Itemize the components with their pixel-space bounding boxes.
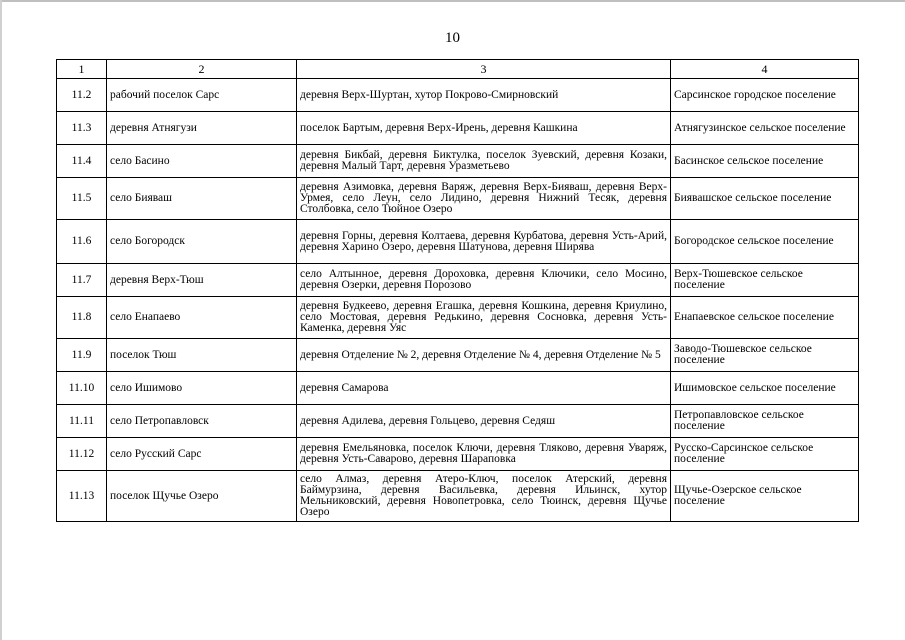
main-locality-cell: село Русский Сарс: [107, 438, 297, 471]
column-header-1: 1: [57, 60, 107, 79]
column-header-3: 3: [297, 60, 671, 79]
included-localities-cell: село Алмаз, деревня Атеро-Ключ, поселок Атерский, деревня Баймурзина, деревня Васильевка, деревня Ильинск, хутор Мельниковский, деревня Новопетровка, село Тюинск, деревня Щучье Озеро: [297, 471, 671, 522]
row-number-cell: 11.3: [57, 112, 107, 145]
included-localities-cell: село Алтынное, деревня Дороховка, деревня Ключики, село Мосино, деревня Озерки, деревня Порозово: [297, 264, 671, 297]
row-number-cell: 11.13: [57, 471, 107, 522]
row-number-cell: 11.4: [57, 145, 107, 178]
table-row: [57, 112, 859, 145]
row-number-cell: 11.6: [57, 220, 107, 264]
scan-edge-left: [0, 0, 2, 640]
main-locality-cell: село Ишимово: [107, 372, 297, 405]
main-locality-cell: поселок Тюш: [107, 339, 297, 372]
included-localities-cell: деревня Отделение № 2, деревня Отделение № 4, деревня Отделение № 5: [297, 339, 671, 372]
settlement-cell: Биявашское сельское поселение: [671, 178, 859, 220]
settlement-cell: Щучье-Озерское сельское поселение: [671, 471, 859, 522]
settlements-table: [56, 59, 859, 522]
included-localities-cell: деревня Адилева, деревня Гольцево, деревня Седяш: [297, 405, 671, 438]
page-number: 10: [445, 30, 460, 46]
table-row: [57, 405, 859, 438]
settlement-cell: Петропавловское сельское поселение: [671, 405, 859, 438]
table-row: [57, 178, 859, 220]
row-number-cell: 11.9: [57, 339, 107, 372]
included-localities-cell: деревня Будкеево, деревня Егашка, деревня Кошкина, деревня Криулино, село Мостовая, деревня Редькино, деревня Сосновка, деревня Усть-Каменка, деревня Уяс: [297, 297, 671, 339]
main-locality-cell: село Богородск: [107, 220, 297, 264]
main-locality-cell: деревня Верх-Тюш: [107, 264, 297, 297]
scan-edge-top: [0, 0, 905, 2]
main-locality-cell: деревня Атнягузи: [107, 112, 297, 145]
main-locality-cell: село Петропавловск: [107, 405, 297, 438]
main-locality-cell: село Бияваш: [107, 178, 297, 220]
settlement-cell: Заводо-Тюшевское сельское поселение: [671, 339, 859, 372]
included-localities-cell: деревня Азимовка, деревня Варяж, деревня Верх-Бияваш, деревня Верх-Урмея, село Леун, село Лидино, деревня Нижний Тесяк, деревня Столбовка, село Тюйное Озеро: [297, 178, 671, 220]
table-row: [57, 220, 859, 264]
settlement-cell: Басинское сельское поселение: [671, 145, 859, 178]
row-number-cell: 11.10: [57, 372, 107, 405]
table-row: [57, 372, 859, 405]
settlement-cell: Ишимовское сельское поселение: [671, 372, 859, 405]
main-locality-cell: рабочий поселок Сарс: [107, 79, 297, 112]
table-row: [57, 79, 859, 112]
row-number-cell: 11.11: [57, 405, 107, 438]
settlement-cell: Богородское сельское поселение: [671, 220, 859, 264]
row-number-cell: 11.7: [57, 264, 107, 297]
table-row: [57, 297, 859, 339]
row-number-cell: 11.2: [57, 79, 107, 112]
settlement-cell: Сарсинское городское поселение: [671, 79, 859, 112]
column-header-4: 4: [671, 60, 859, 79]
settlement-cell: Енапаевское сельское поселение: [671, 297, 859, 339]
included-localities-cell: деревня Верх-Шуртан, хутор Покрово-Смирновский: [297, 79, 671, 112]
main-locality-cell: поселок Щучье Озеро: [107, 471, 297, 522]
settlement-cell: Атнягузинское сельское поселение: [671, 112, 859, 145]
included-localities-cell: деревня Емельяновка, поселок Ключи, деревня Тляково, деревня Уваряж, деревня Усть-Саварово, деревня Шараповка: [297, 438, 671, 471]
column-header-2: 2: [107, 60, 297, 79]
table-header-row: [57, 60, 859, 79]
included-localities-cell: поселок Бартым, деревня Верх-Ирень, деревня Кашкина: [297, 112, 671, 145]
settlement-cell: Русско-Сарсинское сельское поселение: [671, 438, 859, 471]
included-localities-cell: деревня Бикбай, деревня Биктулка, поселок Зуевский, деревня Козаки, деревня Малый Тарт, деревня Уразметьево: [297, 145, 671, 178]
row-number-cell: 11.12: [57, 438, 107, 471]
table-row: [57, 264, 859, 297]
main-locality-cell: село Басино: [107, 145, 297, 178]
table-row: [57, 145, 859, 178]
settlement-cell: Верх-Тюшевское сельское поселение: [671, 264, 859, 297]
row-number-cell: 11.8: [57, 297, 107, 339]
table-row: [57, 471, 859, 522]
row-number-cell: 11.5: [57, 178, 107, 220]
included-localities-cell: деревня Самарова: [297, 372, 671, 405]
table-row: [57, 339, 859, 372]
table-row: [57, 438, 859, 471]
table-body: [57, 79, 859, 522]
main-locality-cell: село Енапаево: [107, 297, 297, 339]
included-localities-cell: деревня Горны, деревня Колтаева, деревня Курбатова, деревня Усть-Арий, деревня Харино Озеро, деревня Шатунова, деревня Ширява: [297, 220, 671, 264]
